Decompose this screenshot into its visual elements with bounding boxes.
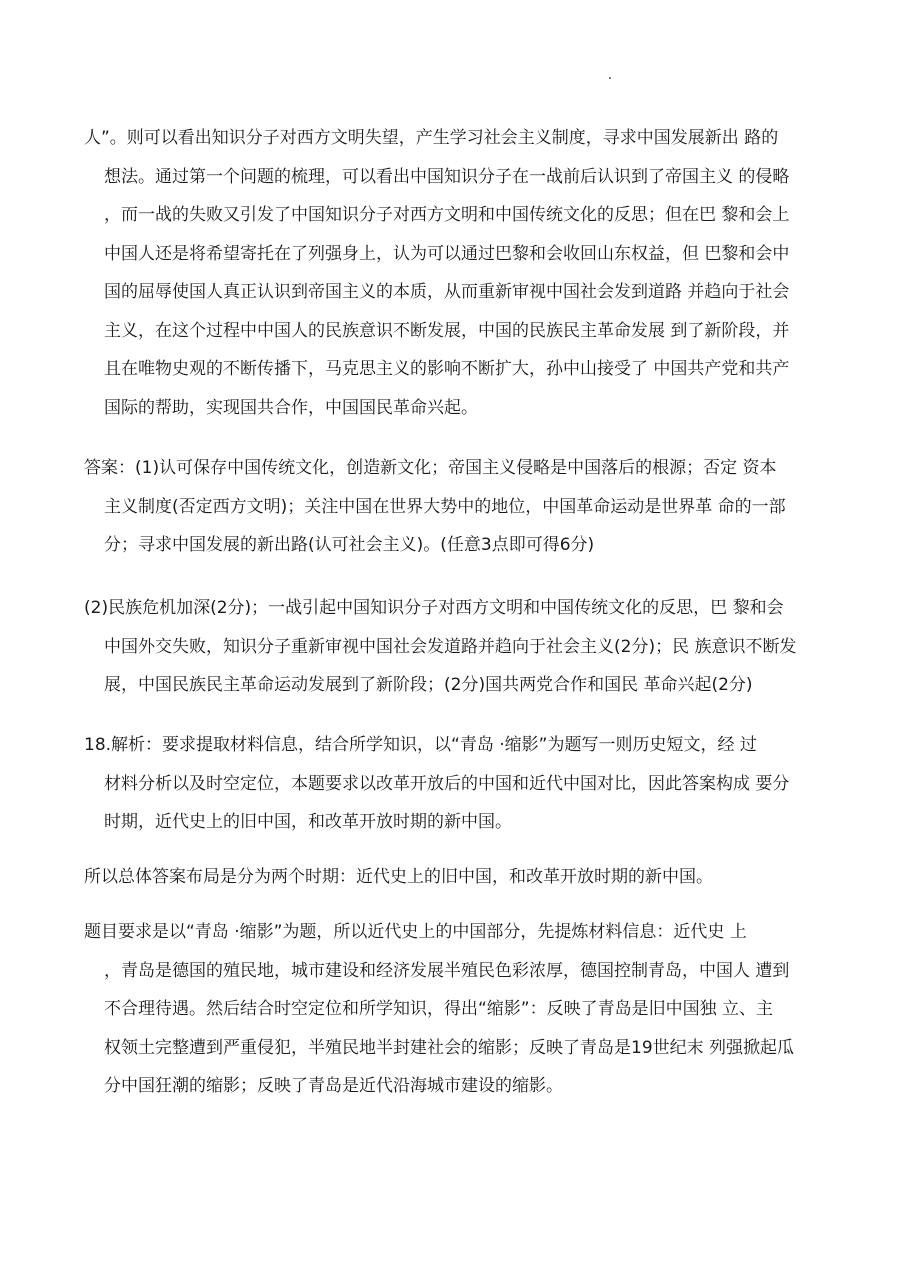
text-line: 主义，在这个过程中中国人的民族意识不断发展，中国的民族民主革命发展 到了新阶段，并	[104, 320, 790, 341]
text-line: 题目要求是以“青岛 ·缩影”为题，所以近代史上的中国部分，先提炼材料信息：近代史 上	[84, 922, 747, 942]
text-line: 国际的帮助，实现国共合作，中国国民革命兴起。	[104, 397, 478, 418]
scan-speck	[609, 77, 611, 79]
answer-part-2	[84, 589, 824, 705]
text-line: 所以总体答案布局是分为两个时期：近代史上的旧中国，和改革开放时期的新中国。	[84, 867, 713, 887]
text-line: 答案：(1)认可保存中国传统文化，创造新文化；帝国主义侵略是中国落后的根源；否定 资本	[84, 458, 777, 478]
text-line: ，青岛是德国的殖民地，城市建设和经济发展半殖民色彩浓厚，德国控制青岛，中国人 遭到	[104, 960, 790, 981]
text-line: 不合理待遇。然后结合时空定位和所学知识，得出“缩影”：反映了青岛是旧中国独 立、主	[104, 999, 774, 1019]
text-line: 中国外交失败，知识分子重新审视中国社会发道路并趋向于社会主义(2分)；民 族意识不断发	[104, 636, 797, 657]
text-line: 权领土完整遭到严重侵犯，半殖民地半封建社会的缩影；反映了青岛是19世纪末 列强掀起瓜	[104, 1037, 795, 1058]
text-line: 且在唯物史观的不断传播下，马克思主义的影响不断扩大，孙中山接受了 中国共产党和共产	[104, 359, 790, 379]
question-18-analysis	[84, 726, 824, 842]
text-line: ，而一战的失败又引发了中国知识分子对西方文明和中国传统文化的反思；但在巴 黎和会上	[104, 205, 790, 225]
text-line: 时期，近代史上的旧中国，和改革开放时期的新中国。	[104, 812, 512, 832]
text-line: 人”。则可以看出知识分子对西方文明失望，产生学习社会主义制度，寻求中国发展新出 路的	[84, 128, 779, 148]
text-line: 18.解析：要求提取材料信息，结合所学知识，以“青岛 ·缩影”为题写一则历史短文，经 过	[84, 735, 757, 755]
text-line: 国的屈辱使国人真正认识到帝国主义的本质，从而重新审视中国社会发到道路 并趋向于社会	[104, 282, 790, 302]
answer-part-1	[84, 449, 824, 565]
text-line: (2)民族危机加深(2分)；一战引起中国知识分子对西方文明和中国传统文化的反思，巴 黎和会	[84, 598, 784, 618]
miniature-explanation-paragraph	[84, 913, 824, 1106]
text-line: 材料分析以及时空定位，本题要求以改革开放后的中国和近代中国对比，因此答案构成 要分	[104, 773, 790, 794]
layout-summary-paragraph	[84, 858, 824, 897]
text-line: 想法。通过第一个问题的梳理，可以看出中国知识分子在一战前后认识到了帝国主义 的侵略	[104, 166, 790, 187]
text-line: 分中国狂潮的缩影；反映了青岛是近代沿海城市建设的缩影。	[104, 1076, 563, 1096]
text-line: 展，中国民族民主革命运动发展到了新阶段；(2分)国共两党合作和国民 革命兴起(2分)	[104, 675, 753, 695]
text-line: 主义制度(否定西方文明)；关注中国在世界大势中的地位，中国革命运动是世界革 命的一部	[104, 496, 786, 517]
text-line: 分；寻求中国发展的新出路(认可社会主义)。(任意3点即可得6分)	[104, 535, 595, 555]
text-line: 中国人还是将希望寄托在了列强身上，认为可以通过巴黎和会收回山东权益，但 巴黎和会中	[104, 243, 790, 264]
analysis-paragraph	[84, 119, 824, 427]
